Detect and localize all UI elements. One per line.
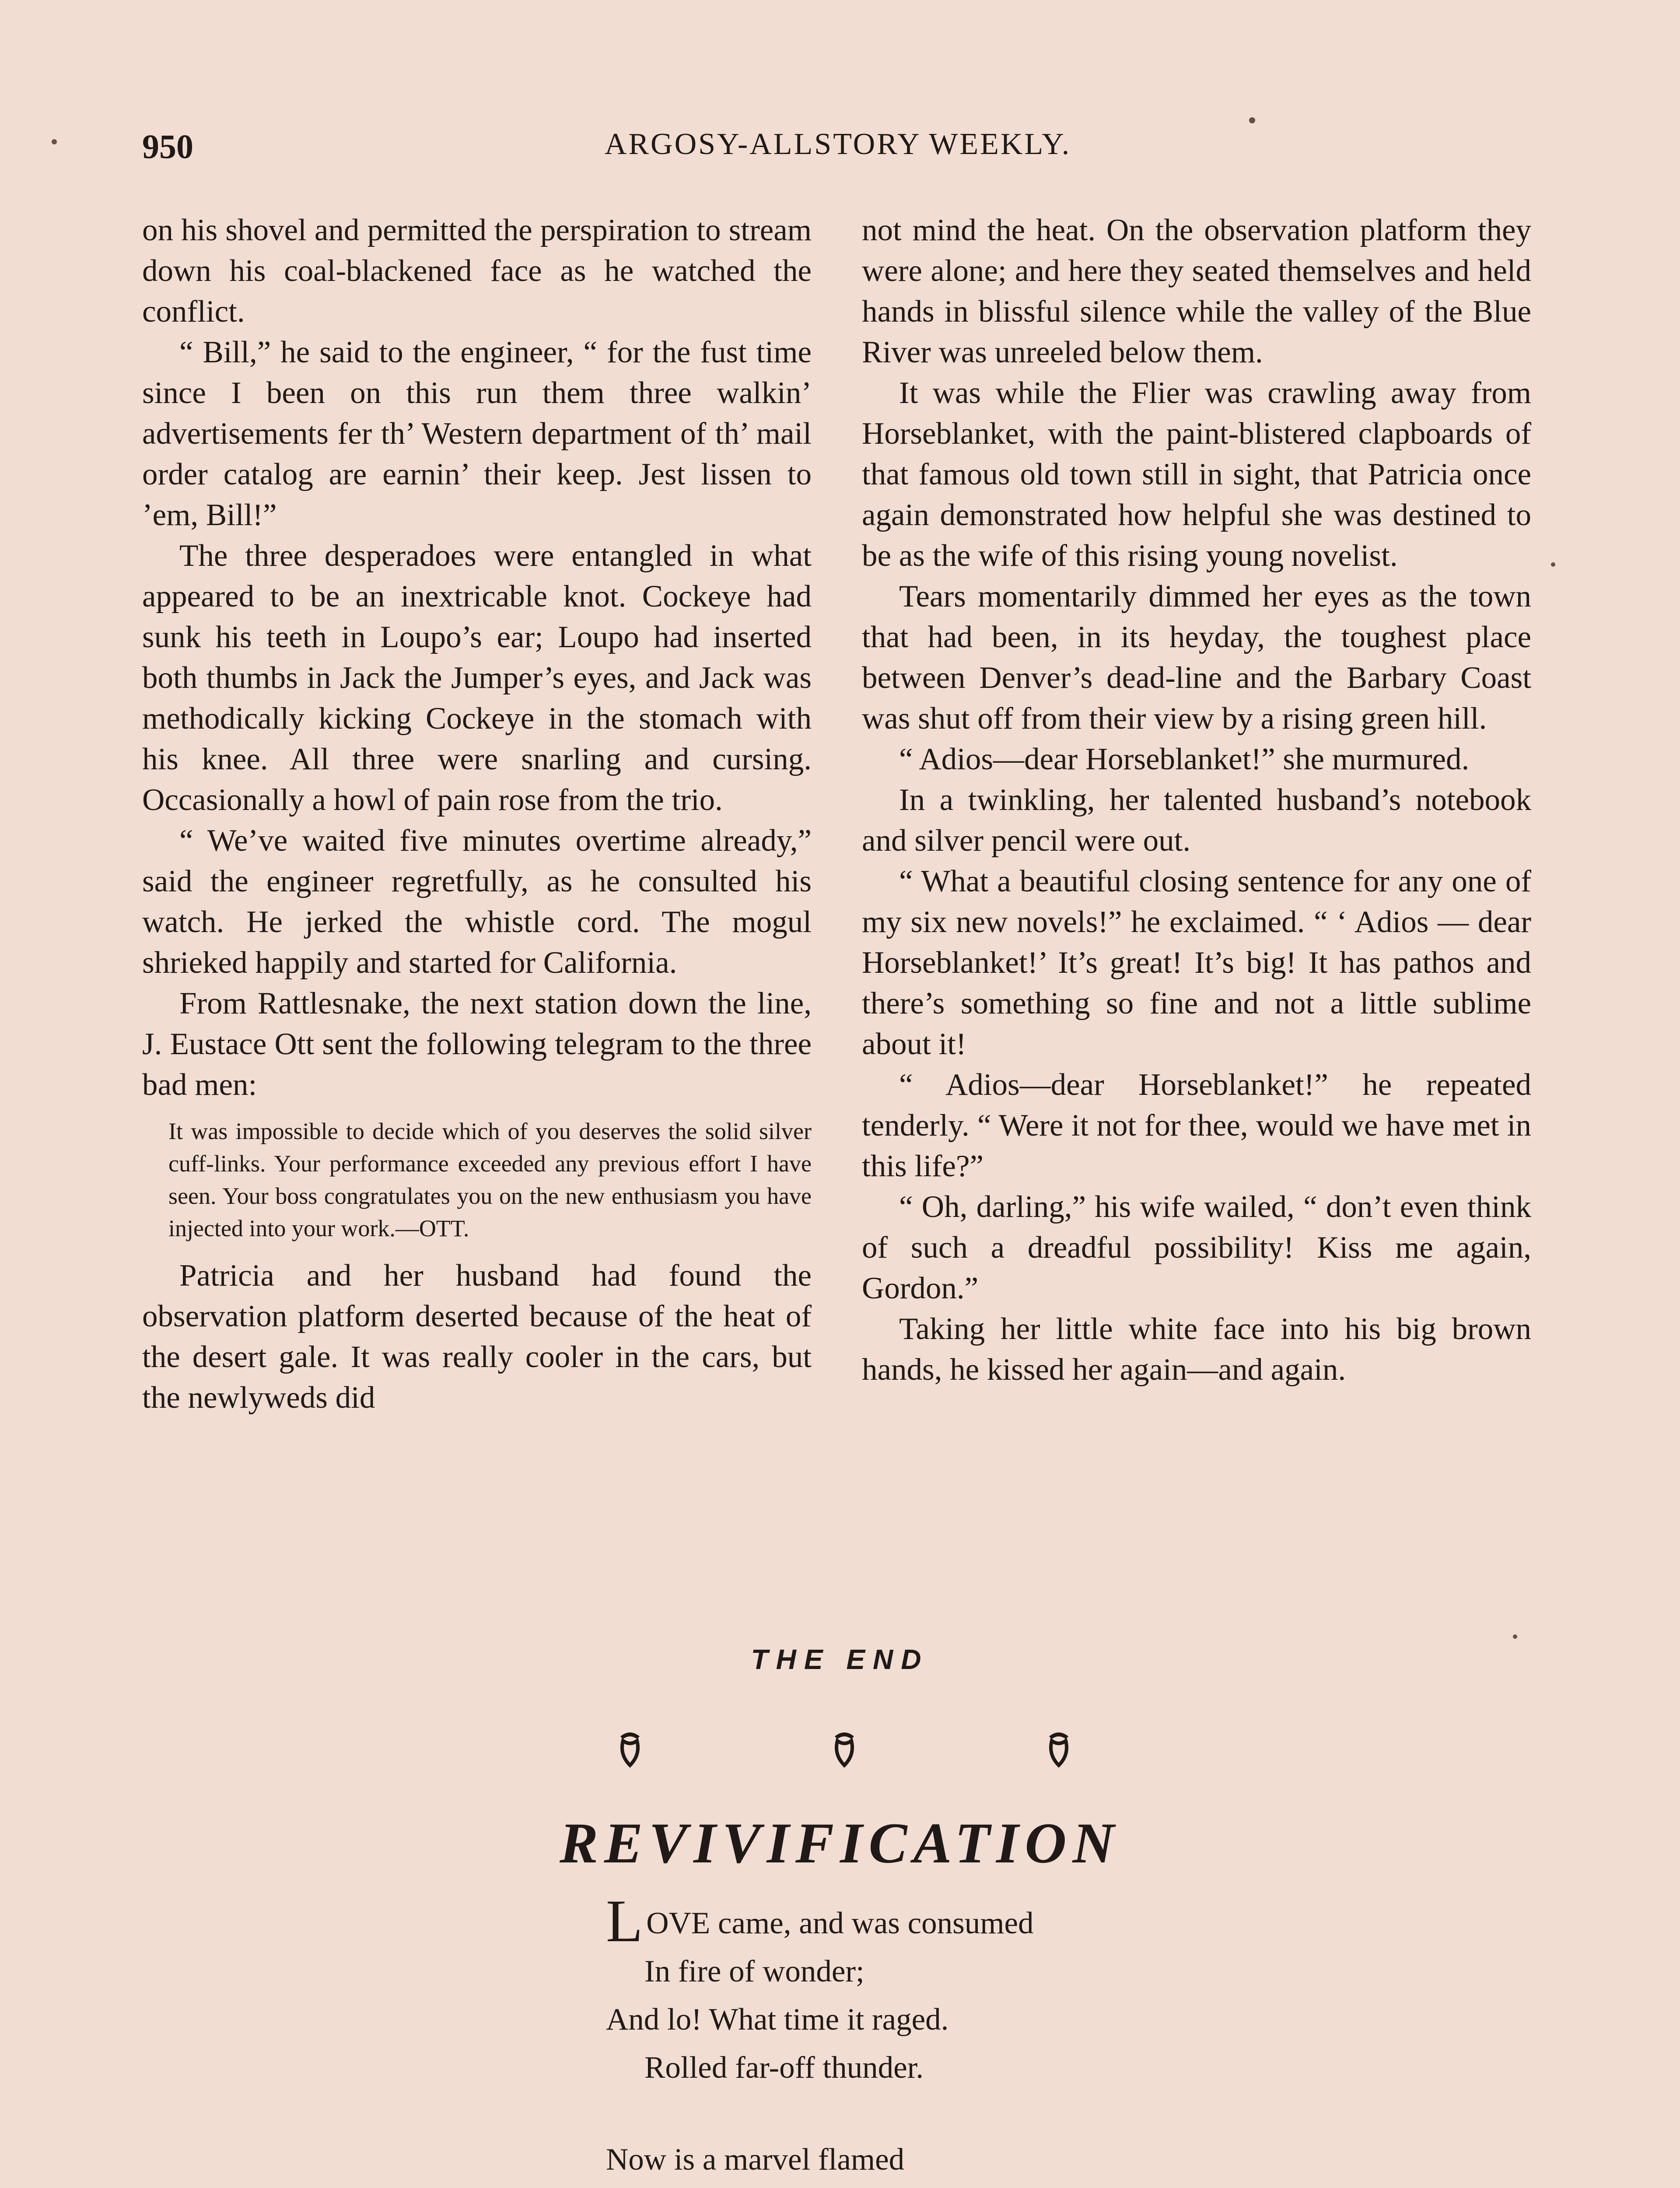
ornament-row: [617, 1729, 1081, 1777]
paper-speck: [52, 139, 57, 144]
poem-line: Now is a marvel flamed: [606, 2142, 905, 2177]
paragraph: Taking her little white face into his big brown hands, he kissed her again—and again.: [862, 1312, 1531, 1387]
drop-cap: L: [606, 1887, 643, 1954]
poem-line: [606, 2184, 1218, 2188]
ornament-icon: [831, 1729, 858, 1768]
paragraph: “ What a beautiful closing sentence for any one of my six new novels!” he exclaimed. “ ‘ Adios — dear Horseblanket!’ It’s great! It’s big! It has pathos and there’s something so fine and not a little sublime about it!: [862, 864, 1531, 1061]
poem-line: In fire of wonder;: [644, 1954, 864, 1988]
the-end-marker: THE END: [751, 1644, 929, 1675]
poem-first-line: [606, 1887, 1218, 1954]
stanza-break: [606, 2092, 1218, 2135]
ornament-icon: [1046, 1729, 1072, 1768]
poem-line: And lo! What time it raged.: [606, 2002, 949, 2037]
left-column: [142, 210, 812, 1418]
paragraph: Tears momentarily dimmed her eyes as the town that had been, in its heyday, the toughest place between Denver’s dead-line and the Barbary Coast was shut off from their view by a rising green hill.: [862, 579, 1531, 736]
paragraph: “ Adios—dear Horseblanket!” she murmured.: [899, 742, 1470, 776]
poem-line: OVE came, and was consumed: [646, 1906, 1034, 1940]
paper-speck: [1551, 562, 1555, 567]
poem-line: Rolled far-off thunder.: [644, 2051, 924, 2085]
page-header: [142, 127, 1533, 179]
running-head: ARGOSY-ALLSTORY WEEKLY.: [604, 127, 1071, 161]
paragraph: It was while the Flier was crawling away from Horseblanket, with the paint-blistered clapboards of that famous old town still in sight, that Patricia once again demonstrated how helpful she was destined to be as the wife of this rising young novelist.: [862, 376, 1531, 573]
page-number: 950: [142, 127, 193, 165]
paragraph: In a twinkling, her talented husband’s notebook and silver pencil were out.: [862, 783, 1531, 858]
paragraph: “ We’ve waited five minutes overtime already,” said the engineer regretfully, as he consulted his watch. He jerked the whistle cord. The mogul shrieked happily and started for California.: [142, 824, 812, 980]
paragraph: “ Bill,” he said to the engineer, “ for the fust time since I been on this run them three walkin’ advertisements fer th’ Western department of th’ mail order catalog are earnin’ their keep. Jest lissen to ’em, Bill!”: [142, 335, 812, 532]
telegram-quote: It was impossible to decide which of you deserves the solid silver cuff-links. Your performance exceeded any previous effort I have seen. Your boss congratulates you on the new enthusiasm you have injected into your work.—OTT.: [168, 1118, 812, 1241]
paragraph: on his shovel and permitted the perspiration to stream down his coal-blackened face as he watched the conflict.: [142, 213, 812, 329]
story-columns: [142, 210, 1533, 1654]
paragraph: “ Oh, darling,” his wife wailed, “ don’t even think of such a dreadful possibility! Kiss me again, Gordon.”: [862, 1190, 1531, 1305]
paragraph: “ Adios—dear Horseblanket!” he repeated tenderly. “ Were it not for thee, would we have met in this life?”: [862, 1068, 1531, 1183]
poem-body: [606, 1887, 1218, 2188]
ornament-icon: [617, 1729, 643, 1768]
paragraph: not mind the heat. On the observation platform they were alone; and here they seated themselves and held hands in blissful silence while the valley of the Blue River was unreeled below them.: [862, 213, 1531, 369]
paragraph: From Rattlesnake, the next station down the line, J. Eustace Ott sent the following telegram to the three bad men:: [142, 986, 812, 1102]
paragraph: The three desperadoes were entangled in what appeared to be an inextricable knot. Cockeye had sunk his teeth in Loupo’s ear; Loupo had inserted both thumbs in Jack the Jumper’s eyes, and Jack was methodically kicking Cockeye in the stomach with his knee. All three were snarling and cursing. Occasionally a howl of pain rose from the trio.: [142, 539, 812, 817]
right-column: [862, 210, 1531, 1390]
paper-speck: [1249, 117, 1255, 123]
paper-speck: [1513, 1634, 1517, 1639]
paragraph: Patricia and her husband had found the observation platform deserted because of the heat of the desert gale. It was really cooler in the cars, but the newlyweds did: [142, 1259, 812, 1415]
poem-title: REVIVIFICATION: [560, 1811, 1120, 1875]
